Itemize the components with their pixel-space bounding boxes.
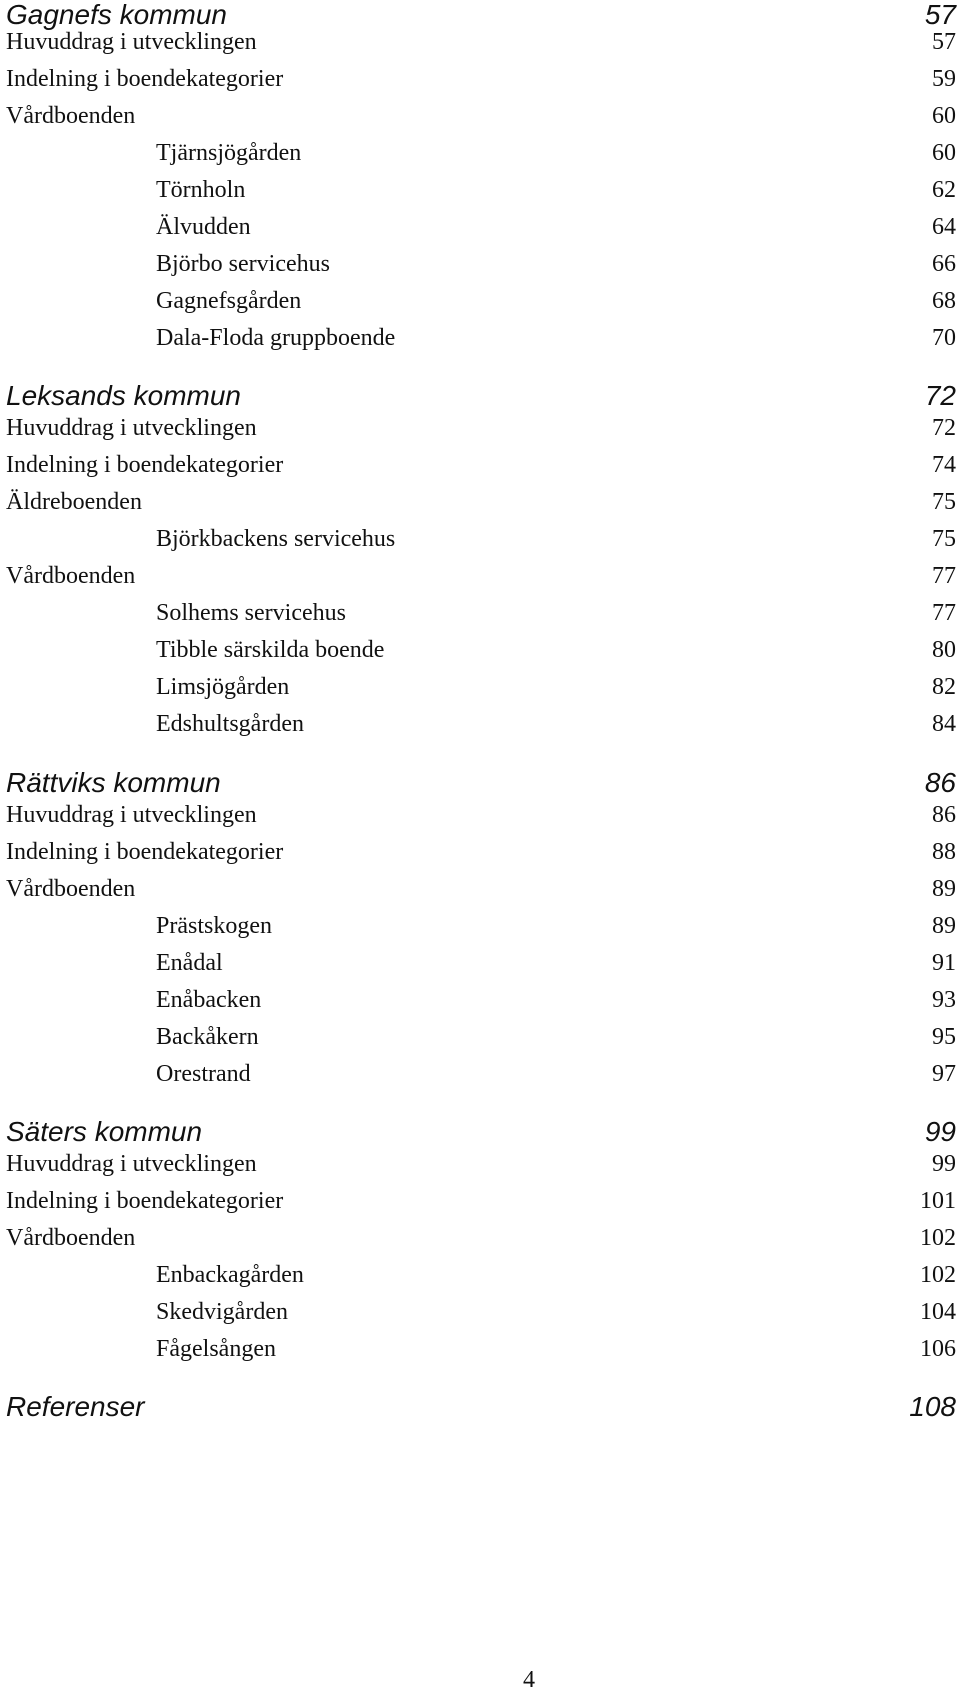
toc-entry bbox=[6, 135, 956, 172]
entry-page-number: 86 bbox=[932, 802, 956, 828]
entry-title: Solhems servicehus bbox=[156, 600, 346, 626]
toc-entry bbox=[6, 797, 956, 834]
toc-entry bbox=[6, 595, 956, 632]
section-title: Leksands kommun bbox=[6, 380, 242, 411]
entry-title: Huvuddrag i utvecklingen bbox=[6, 1151, 257, 1177]
entry-title: Huvuddrag i utvecklingen bbox=[6, 415, 257, 441]
entry-page-number: 101 bbox=[920, 1188, 956, 1214]
entry-page-number: 84 bbox=[932, 711, 956, 737]
entry-title: Vårdboenden bbox=[6, 1225, 136, 1251]
entry-title: Björbo servicehus bbox=[156, 251, 330, 277]
page-number: 4 bbox=[523, 1667, 535, 1693]
toc-entry bbox=[6, 982, 956, 1019]
toc-entry bbox=[6, 1220, 956, 1257]
toc-entry bbox=[6, 706, 956, 743]
toc-section bbox=[6, 0, 956, 357]
toc-section bbox=[6, 768, 956, 1093]
entry-title: Orestrand bbox=[156, 1061, 251, 1087]
entry-title: Dala-Floda gruppboende bbox=[156, 325, 396, 351]
toc-entry bbox=[6, 283, 956, 320]
entry-page-number: 88 bbox=[932, 839, 956, 865]
toc-entry bbox=[6, 484, 956, 521]
entry-title: Backåkern bbox=[156, 1024, 259, 1050]
toc-entry bbox=[6, 98, 956, 135]
toc-section bbox=[6, 1392, 956, 1421]
entry-page-number: 95 bbox=[932, 1024, 956, 1050]
entry-title: Enådal bbox=[156, 950, 223, 976]
entry-title: Gagnefsgården bbox=[156, 288, 302, 314]
entry-title: Enåbacken bbox=[156, 987, 262, 1013]
entry-title: Enbackagården bbox=[156, 1262, 304, 1288]
toc-entry bbox=[6, 61, 956, 98]
toc-entry bbox=[6, 1056, 956, 1093]
entry-title: Huvuddrag i utvecklingen bbox=[6, 802, 257, 828]
toc-entry bbox=[6, 871, 956, 908]
entry-page-number: 89 bbox=[932, 876, 956, 902]
entry-page-number: 70 bbox=[932, 325, 956, 351]
entry-page-number: 102 bbox=[920, 1225, 956, 1251]
section-page-number: 57 bbox=[924, 0, 956, 30]
entry-page-number: 59 bbox=[932, 66, 956, 92]
toc-entry bbox=[6, 1146, 956, 1183]
toc-entry bbox=[6, 246, 956, 283]
entry-title: Indelning i boendekategorier bbox=[6, 839, 284, 865]
toc-entry bbox=[6, 24, 956, 61]
section-title: Rättviks kommun bbox=[6, 767, 221, 798]
section-page-number: 99 bbox=[924, 1116, 956, 1147]
entry-title: Vårdboenden bbox=[6, 563, 136, 589]
toc-entry bbox=[6, 558, 956, 595]
entry-page-number: 102 bbox=[920, 1262, 956, 1288]
table-of-contents bbox=[6, 0, 956, 1421]
entry-page-number: 66 bbox=[932, 251, 956, 277]
toc-entry bbox=[6, 669, 956, 706]
section-page-number: 72 bbox=[924, 380, 956, 411]
entry-title: Törnholn bbox=[156, 177, 246, 203]
entry-page-number: 60 bbox=[932, 103, 956, 129]
section-title: Säters kommun bbox=[6, 1116, 203, 1147]
entry-page-number: 72 bbox=[932, 415, 956, 441]
entry-page-number: 62 bbox=[932, 177, 956, 203]
entry-page-number: 99 bbox=[932, 1151, 956, 1177]
entry-page-number: 77 bbox=[932, 600, 956, 626]
toc-entry bbox=[6, 521, 956, 558]
entry-title: Skedvigården bbox=[156, 1299, 288, 1325]
entry-page-number: 106 bbox=[920, 1336, 956, 1362]
entry-title: Huvuddrag i utvecklingen bbox=[6, 29, 257, 55]
entry-page-number: 75 bbox=[932, 526, 956, 552]
entry-title: Indelning i boendekategorier bbox=[6, 452, 284, 478]
toc-section-heading bbox=[6, 768, 956, 797]
section-title: Gagnefs kommun bbox=[6, 0, 227, 30]
toc-entry bbox=[6, 945, 956, 982]
toc-section-heading bbox=[6, 1117, 956, 1146]
entry-title: Vårdboenden bbox=[6, 103, 136, 129]
entry-title: Tibble särskilda boende bbox=[156, 637, 385, 663]
entry-title: Limsjögården bbox=[156, 674, 290, 700]
toc-entry bbox=[6, 1257, 956, 1294]
toc-entry bbox=[6, 1294, 956, 1331]
section-title: Referenser bbox=[6, 1391, 145, 1422]
section-page-number: 108 bbox=[909, 1391, 956, 1422]
entry-title: Äldreboenden bbox=[6, 489, 142, 515]
entry-title: Prästskogen bbox=[156, 913, 272, 939]
entry-title: Älvudden bbox=[156, 214, 251, 240]
toc-entry bbox=[6, 1183, 956, 1220]
toc-entry bbox=[6, 209, 956, 246]
toc-entry bbox=[6, 447, 956, 484]
entry-title: Vårdboenden bbox=[6, 876, 136, 902]
entry-page-number: 68 bbox=[932, 288, 956, 314]
toc-section-heading bbox=[6, 381, 956, 410]
entry-page-number: 74 bbox=[932, 452, 956, 478]
entry-title: Indelning i boendekategorier bbox=[6, 1188, 284, 1214]
toc-entry bbox=[6, 172, 956, 209]
toc-entry bbox=[6, 632, 956, 669]
toc-section bbox=[6, 1117, 956, 1368]
entry-title: Björkbackens servicehus bbox=[156, 526, 396, 552]
toc-entry bbox=[6, 834, 956, 871]
entry-page-number: 57 bbox=[932, 29, 956, 55]
entry-page-number: 82 bbox=[932, 674, 956, 700]
entry-page-number: 64 bbox=[932, 214, 956, 240]
entry-page-number: 75 bbox=[932, 489, 956, 515]
entry-title: Fågelsången bbox=[156, 1336, 276, 1362]
entry-title: Indelning i boendekategorier bbox=[6, 66, 284, 92]
toc-entry bbox=[6, 1331, 956, 1368]
entry-title: Edshultsgården bbox=[156, 711, 304, 737]
toc-entry bbox=[6, 320, 956, 357]
entry-page-number: 97 bbox=[932, 1061, 956, 1087]
entry-title: Tjärnsjögården bbox=[156, 140, 302, 166]
toc-section-heading bbox=[6, 1392, 956, 1421]
toc-section bbox=[6, 381, 956, 743]
toc-section-heading bbox=[6, 0, 956, 30]
entry-page-number: 60 bbox=[932, 140, 956, 166]
entry-page-number: 89 bbox=[932, 913, 956, 939]
toc-entry bbox=[6, 410, 956, 447]
entry-page-number: 77 bbox=[932, 563, 956, 589]
section-page-number: 86 bbox=[924, 767, 956, 798]
toc-entry bbox=[6, 908, 956, 945]
entry-page-number: 80 bbox=[932, 637, 956, 663]
entry-page-number: 104 bbox=[920, 1299, 956, 1325]
entry-page-number: 91 bbox=[932, 950, 956, 976]
toc-entry bbox=[6, 1019, 956, 1056]
entry-page-number: 93 bbox=[932, 987, 956, 1013]
